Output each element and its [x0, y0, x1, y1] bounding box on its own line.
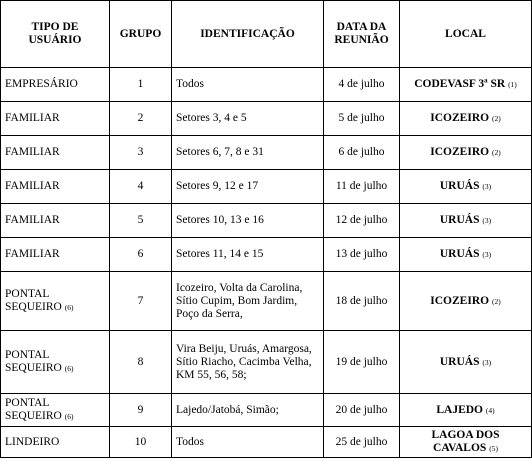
cell-data: 11 de julho [324, 170, 400, 204]
cell-tipo [1, 102, 110, 136]
table-row [1, 272, 532, 331]
cell-data: 4 de julho [324, 68, 400, 102]
local-text: LAGOA DOS CAVALOS [431, 429, 500, 454]
tipo-footnote: (6) [64, 412, 74, 421]
local-footnote: (3) [482, 357, 492, 367]
cell-data: 19 de julho [324, 331, 400, 394]
cell-identificacao: Setores 6, 7, 8 e 31 [172, 136, 324, 170]
tipo-text: PONTAL SEQUEIRO [5, 288, 62, 313]
local-footnote: (4) [485, 405, 495, 415]
local-footnote: (3) [482, 216, 492, 225]
cell-identificacao: Todos [172, 68, 324, 102]
cell-grupo: 9 [110, 394, 172, 427]
cell-grupo: 1 [110, 68, 172, 102]
local-text: ICOZEIRO [430, 146, 490, 158]
cell-identificacao: Icozeiro, Volta da Carolina, Sítio Cupim, Bom Jardim, Poço da Serra, [172, 272, 324, 331]
tipo-text: FAMILIAR [5, 214, 60, 226]
local-text: ICOZEIRO [430, 112, 490, 124]
table-row [1, 204, 532, 238]
table-row [1, 68, 532, 102]
cell-identificacao: Setores 10, 13 e 16 [172, 204, 324, 238]
table-row [1, 102, 532, 136]
tipo-text: PONTAL SEQUEIRO [5, 397, 62, 422]
tipo-text: FAMILIAR [5, 146, 60, 158]
header-grupo: GRUPO [110, 1, 172, 68]
local-text: URUÁS [439, 214, 480, 226]
local-text: ICOZEIRO [430, 294, 490, 307]
cell-local [400, 170, 532, 204]
table-row [1, 331, 532, 394]
local-footnote: (2) [491, 114, 501, 123]
table-row [1, 427, 532, 458]
header-local: LOCAL [400, 1, 532, 68]
tipo-text: FAMILIAR [5, 248, 60, 260]
header-identificacao: IDENTIFICAÇÃO [172, 1, 324, 68]
cell-grupo: 6 [110, 238, 172, 272]
local-footnote: (1) [508, 80, 517, 89]
cell-local [400, 136, 532, 170]
tipo-footnote: (6) [64, 303, 74, 312]
local-text: CODEVASF 3ª SR [414, 78, 506, 90]
cell-local [400, 394, 532, 427]
cell-grupo: 3 [110, 136, 172, 170]
local-text: URUÁS [439, 355, 480, 368]
cell-identificacao: Lajedo/Jatobá, Simão; [172, 394, 324, 427]
cell-identificacao: Setores 3, 4 e 5 [172, 102, 324, 136]
cell-grupo: 2 [110, 102, 172, 136]
tipo-text: FAMILIAR [5, 180, 60, 192]
cell-local [400, 272, 532, 331]
cell-data: 6 de julho [324, 136, 400, 170]
header-tipo-de-usuario: TIPO DE USUÁRIO [1, 1, 110, 68]
cell-data: 12 de julho [324, 204, 400, 238]
tipo-text: PONTAL SEQUEIRO [5, 349, 62, 374]
tipo-footnote: (6) [64, 364, 74, 373]
cell-data: 5 de julho [324, 102, 400, 136]
tipo-text: FAMILIAR [5, 112, 60, 124]
cell-tipo [1, 238, 110, 272]
local-text: URUÁS [439, 180, 480, 192]
local-text: LAJEDO [436, 403, 484, 416]
cell-tipo [1, 394, 110, 427]
cell-local [400, 68, 532, 102]
local-footnote: (3) [482, 182, 492, 191]
local-footnote: (3) [482, 250, 492, 259]
cell-local [400, 427, 532, 458]
tipo-text: LINDEIRO [5, 435, 60, 448]
local-footnote: (5) [489, 444, 498, 453]
cell-identificacao: Vira Beiju, Uruás, Amargosa, Sítio Riacho, Cacimba Velha, KM 55, 56, 58; [172, 331, 324, 394]
cell-grupo: 4 [110, 170, 172, 204]
cell-grupo: 5 [110, 204, 172, 238]
table-row [1, 238, 532, 272]
table-header-row [1, 1, 532, 68]
local-footnote: (2) [491, 296, 501, 306]
cell-local [400, 331, 532, 394]
cell-local [400, 238, 532, 272]
cell-identificacao: Todos [172, 427, 324, 458]
cell-data: 13 de julho [324, 238, 400, 272]
cell-tipo [1, 272, 110, 331]
cell-grupo: 7 [110, 272, 172, 331]
cell-grupo: 10 [110, 427, 172, 458]
cell-tipo [1, 204, 110, 238]
table-row [1, 170, 532, 204]
local-text: URUÁS [439, 248, 480, 260]
cell-data: 18 de julho [324, 272, 400, 331]
local-footnote: (2) [491, 148, 501, 157]
cell-local [400, 102, 532, 136]
cell-local [400, 204, 532, 238]
header-data-da-reuniao: DATA DA REUNIÃO [324, 1, 400, 68]
cell-tipo [1, 68, 110, 102]
table-row [1, 394, 532, 427]
cell-tipo [1, 331, 110, 394]
cell-identificacao: Setores 11, 14 e 15 [172, 238, 324, 272]
cell-data: 20 de julho [324, 394, 400, 427]
cell-tipo [1, 170, 110, 204]
cell-tipo [1, 427, 110, 458]
cell-tipo [1, 136, 110, 170]
table-row [1, 136, 532, 170]
tipo-text: EMPRESÁRIO [5, 78, 78, 90]
cell-identificacao: Setores 9, 12 e 17 [172, 170, 324, 204]
cell-data: 25 de julho [324, 427, 400, 458]
cell-grupo: 8 [110, 331, 172, 394]
